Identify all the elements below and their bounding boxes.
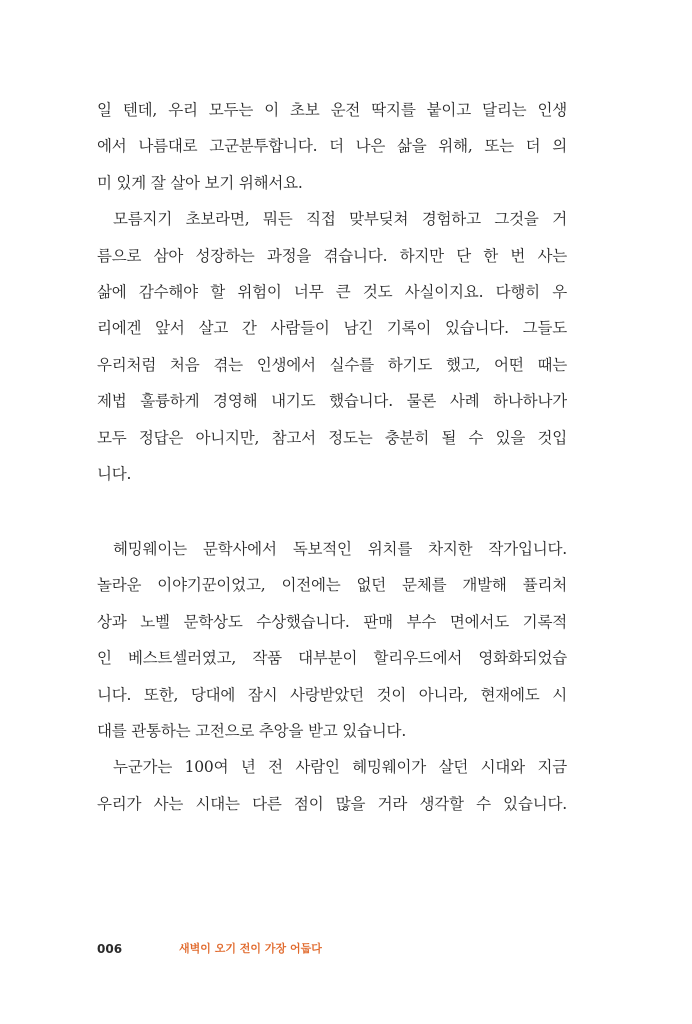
body-text-section-2 [97,531,567,822]
text-line: 제법 훌륭하게 경영해 내기도 했습니다. 물론 사례 하나하나가 [97,392,567,411]
text-line: 에서 나름대로 고군분투합니다. 더 나은 삶을 위해, 또는 더 의 [97,137,567,156]
text-line: 미 있게 잘 살아 보기 위해서요. [97,173,303,192]
text-line: 일 텐데, 우리 모두는 이 초보 운전 딱지를 붙이고 달리는 인생 [97,101,567,119]
text-line: 상과 노벨 문학상도 수상했습니다. 판매 부수 면에서도 기록적 [97,612,567,631]
running-book-title: 새벽이 오기 전이 가장 어둡다 [179,942,322,955]
text-line: 대를 관통하는 고전으로 추앙을 받고 있습니다. [97,721,407,740]
text-line: 니다. [97,464,132,483]
text-line: 름으로 삼아 성장하는 과정을 겪습니다. 하지만 단 한 번 사는 [97,246,567,265]
text-line: 리에겐 앞서 살고 간 사람들이 남긴 기록이 있습니다. 그들도 [97,319,567,338]
text-line: 우리가 사는 시대는 다른 점이 많을 거라 생각할 수 있습니다. [97,794,567,813]
text-line: 모두 정답은 아니지만, 참고서 정도는 충분히 될 수 있을 것입 [97,428,567,447]
text-line: 우리처럼 처음 겪는 인생에서 실수를 하기도 했고, 어떤 때는 [97,355,567,374]
text-line: 니다. 또한, 당대에 잠시 사랑받았던 것이 아니라, 현재에도 시 [97,685,567,704]
text-line: 인 베스트셀러였고, 작품 대부분이 할리우드에서 영화화되었습 [97,649,567,668]
text-line: 놀라운 이야기꾼이었고, 이전에는 없던 문체를 개발해 퓰리처 [97,576,567,595]
text-line: 삶에 감수해야 할 위험이 너무 큰 것도 사실이지요. 다행히 우 [97,282,567,301]
text-line: 누군가는 100여 년 전 사람인 헤밍웨이가 살던 시대와 지금 [113,758,567,777]
page-number: 006 [97,942,123,956]
text-line: 모름지기 초보라면, 뭐든 직접 맞부딪쳐 경험하고 그것을 거 [113,210,567,229]
body-text-section-1 [97,92,567,492]
text-line: 헤밍웨이는 문학사에서 독보적인 위치를 차지한 작가입니다. [113,540,567,558]
